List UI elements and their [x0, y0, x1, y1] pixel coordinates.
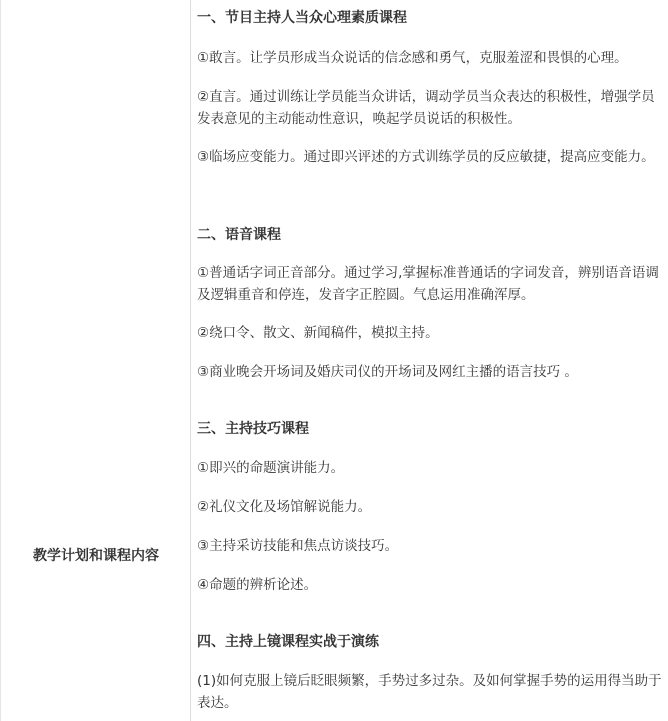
section-heading-4: 四、主持上镜课程实战于演练 [197, 634, 379, 650]
section-1-item-2: ②直言。通过训练让学员能当众讲话，调动学员当众表达的积极性，增强学员发表意见的主动能动性意识，唤起学员说话的积极性。 [197, 89, 655, 127]
section-3-item-2: ②礼仪文化及场馆解说能力。 [197, 499, 372, 515]
row-label-cell [1, 0, 191, 721]
section-4-item-1: (1)如何克服上镜后眨眼频繁，手势过多过杂。及如何掌握手势的运用得当助于表达。 [197, 673, 662, 711]
section-2-item-2: ②绕口令、散文、新闻稿件，模拟主持。 [197, 325, 439, 341]
section-heading-1: 一、节目主持人当众心理素质课程 [197, 10, 407, 26]
section-3-item-3: ③主持采访技能和焦点访谈技巧。 [197, 538, 399, 554]
section-1-item-3: ③临场应变能力。通过即兴评述的方式训练学员的反应敏捷，提高应变能力。 [197, 149, 655, 165]
section-1-item-1: ①敢言。让学员形成当众说话的信念感和勇气，克服羞涩和畏惧的心理。 [197, 50, 628, 66]
section-2-item-3: ③商业晚会开场词及婚庆司仪的开场词及网红主播的语言技巧 。 [197, 364, 578, 380]
section-3-item-1: ①即兴的命题演讲能力。 [197, 460, 345, 476]
section-heading-3: 三、主持技巧课程 [197, 421, 309, 437]
row-label: 教学计划和课程内容 [33, 548, 159, 564]
section-3-item-4: ④命题的辨析论述。 [197, 577, 318, 593]
section-heading-2: 二、语音课程 [197, 227, 281, 243]
section-2-item-1: ①普通话字词正音部分。通过学习,掌握标准普通话的字词发音，辨别语音语调及逻辑重音和停连，发音字正腔圆。气息运用准确浑厚。 [197, 265, 659, 303]
